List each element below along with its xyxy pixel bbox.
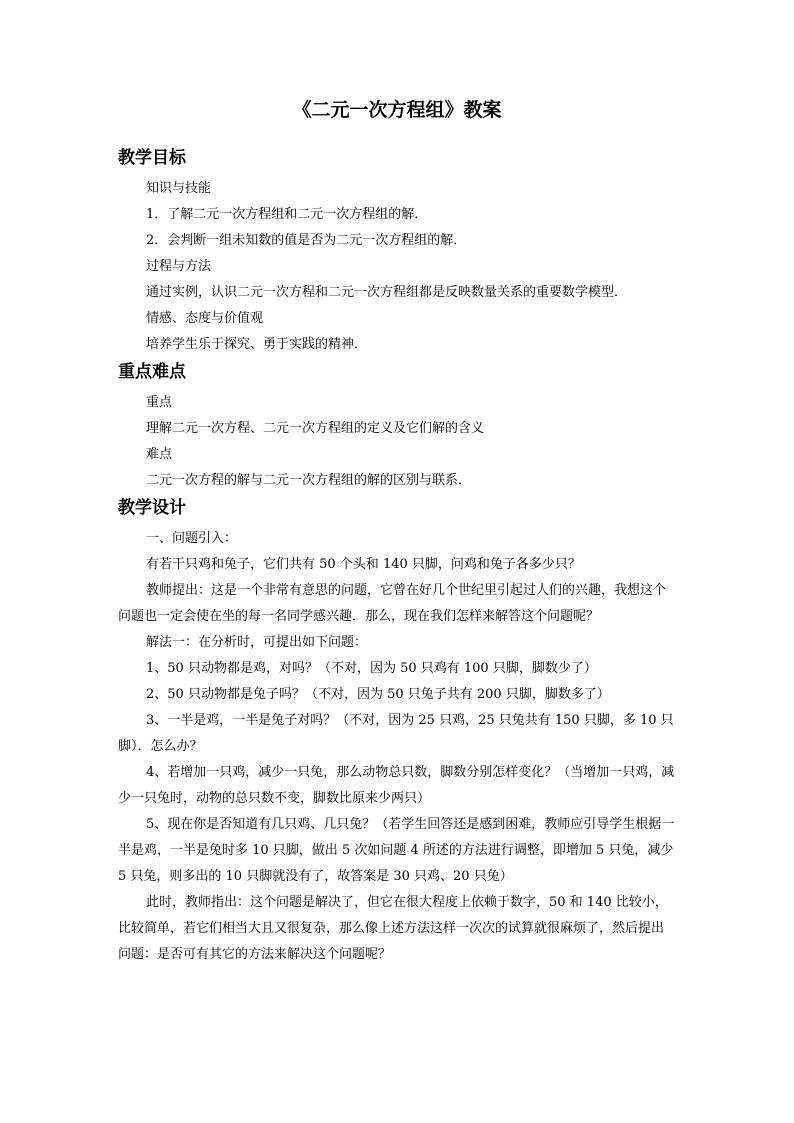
- section-heading: 重点难点: [118, 362, 186, 382]
- section-teaching-design: [118, 494, 676, 968]
- paragraph: 2、50 只动物都是兔子吗？（不对，因为 50 只兔子共有 200 只脚，脚数多了）: [146, 687, 610, 702]
- section-heading: 教学目标: [118, 148, 186, 168]
- paragraph: 1．了解二元一次方程组和二元一次方程组的解．: [146, 207, 428, 222]
- paragraph: 解法一：在分析时，可提出如下问题：: [146, 635, 368, 650]
- paragraph: 1、50 只动物都是鸡，对吗？（不对，因为 50 只鸡有 100 只脚，脚数少了）: [146, 661, 597, 676]
- paragraph: 此时，教师指出：这个问题是解决了，但它在很大程度上依赖于数字，50 和 140 比较小，比较简单，若它们相当大且又很复杂，那么像上述方法这样一次次的试算就很麻烦了，然后提出问题：是否可有其它的方法来解决这个问题呢？: [118, 895, 668, 962]
- paragraph: 3、一半是鸡，一半是兔子对吗？（不对，因为 25 只鸡，25 只兔共有 150 只脚，多 10 只脚）．怎么办？: [118, 713, 674, 754]
- document-title: 《二元一次方程组》教案: [292, 99, 502, 121]
- paragraph: 教师提出：这是一个非常有意思的问题，它曾在好几个世纪里引起过人们的兴趣，我想这个问题也一定会使在坐的每一名同学感兴趣．那么，现在我们怎样来解答这个问题呢？: [118, 583, 667, 624]
- paragraph: 培养学生乐于探究、勇于实践的精神．: [146, 337, 368, 352]
- paragraph: 知识与技能: [146, 181, 212, 196]
- section-teaching-objectives: [118, 144, 676, 358]
- section-heading: 教学设计: [118, 498, 186, 518]
- paragraph: 5、现在你是否知道有几只鸡、几只兔？（若学生回答还是感到困难，教师应引导学生根据一半是鸡，一半是兔时多 10 只脚，做出 5 次如问题 4 所述的方法进行调整，即增加 5 只兔，减少 5 只兔，则多出的 10 只脚就没有了，故答案是 30 只鸡、20 只兔）: [118, 817, 675, 884]
- paragraph: 过程与方法: [146, 259, 212, 274]
- paragraph: 重点: [146, 395, 173, 410]
- paragraph: 有若干只鸡和兔子，它们共有 50 个头和 140 只脚，问鸡和兔子各多少只？: [146, 557, 581, 572]
- paragraph: 2．会判断一组未知数的值是否为二元一次方程组的解．: [146, 233, 467, 248]
- paragraph: 情感、态度与价值观: [146, 311, 264, 326]
- paragraph: 一、问题引入：: [146, 531, 238, 546]
- paragraph: 通过实例，认识二元一次方程和二元一次方程组都是反映数量关系的重要数学模型．: [146, 285, 628, 300]
- paragraph: 难点: [146, 447, 173, 462]
- section-key-points: [118, 358, 676, 494]
- paragraph: 二元一次方程的解与二元一次方程组的解的区别与联系．: [146, 473, 472, 488]
- paragraph: 理解二元一次方程、二元一次方程组的定义及它们解的含义: [146, 421, 485, 436]
- paragraph: 4、若增加一只鸡，减少一只兔，那么动物总只数，脚数分别怎样变化？（当增加一只鸡，减少一只兔时，动物的总只数不变，脚数比原来少两只）: [118, 765, 675, 806]
